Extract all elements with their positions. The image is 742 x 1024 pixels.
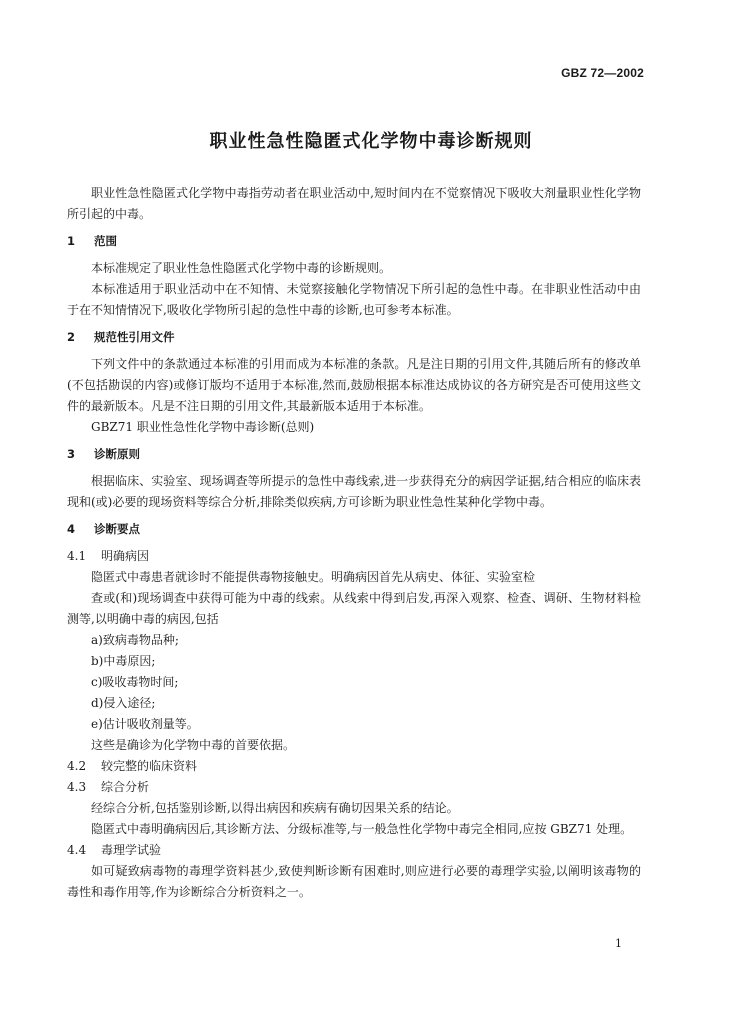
scope-paragraph-2: 本标准适用于职业活动中在不知情、未觉察接触化学物情况下所引起的急性中毒。在非职业性活动中由于在不知情情况下,吸收化学物所引起的急性中毒的诊断,也可参考本标准。 [67, 282, 641, 317]
section-number: 2 [67, 330, 76, 344]
subsection-title: 毒理学试验 [101, 843, 162, 857]
section-heading-key-points [67, 519, 641, 540]
toxicology-paragraph: 如可疑致病毒物的毒理学资料甚少,致使判断诊断有困难时,则应进行必要的毒理学实验,以阐明该毒物的毒性和毒作用等,作为诊断综合分析资料之一。 [67, 864, 641, 899]
section-title: 诊断原则 [94, 447, 140, 461]
standard-code: GBZ 72—2002 [561, 66, 644, 80]
subsection-number: 4.2 [67, 759, 87, 773]
section-heading-scope [67, 231, 641, 252]
section-heading-references [67, 327, 641, 348]
section-heading-principles [67, 444, 641, 465]
intro-paragraph: 职业性急性隐匿式化学物中毒指劳动者在职业活动中,短时间内在不觉察情况下吸收大剂量职业性化学物所引起的中毒。 [67, 186, 641, 221]
subsection-title: 综合分析 [101, 780, 150, 794]
section-title: 诊断要点 [94, 522, 140, 536]
subsection-number: 4.4 [67, 843, 87, 857]
subsection-title: 明确病因 [101, 549, 150, 563]
document-body [67, 183, 641, 903]
subsection-number: 4.1 [67, 549, 87, 563]
list-item: b)中毒原因; [91, 654, 156, 668]
list-item: d)侵入途径; [91, 696, 156, 710]
principles-paragraph: 根据临床、实验室、现场调查等所提示的急性中毒线索,进一步获得充分的病因学证据,结合相应的临床表现和(或)必要的现场资料等综合分析,排除类似疾病,方可诊断为职业性急性某种化学物中毒。 [67, 474, 641, 509]
section-number: 1 [67, 234, 76, 248]
cause-paragraph-1: 隐匿式中毒患者就诊时不能提供毒物接触史。明确病因首先从病史、体征、实验室检 [91, 570, 536, 584]
subsection-title: 较完整的临床资料 [101, 759, 198, 773]
section-title: 范围 [94, 234, 117, 248]
scope-paragraph-1: 本标准规定了职业性急性隐匿式化学物中毒的诊断规则。 [91, 261, 392, 275]
cause-paragraph-2: 查或(和)现场调查中获得可能为中毒的线索。从线索中得到启发,再深入观察、检查、调研、生物材料检测等,以明确中毒的病因,包括 [67, 591, 641, 626]
analysis-paragraph-2: 隐匿式中毒明确病因后,其诊断方法、分级标准等,与一般急性化学物中毒完全相同,应按 GBZ71 处理。 [91, 822, 633, 836]
reference-entry: GBZ71 职业性急性化学物中毒诊断(总则) [91, 420, 315, 434]
list-item: c)吸收毒物时间; [91, 675, 179, 689]
document-title: 职业性急性隐匿式化学物中毒诊断规则 [209, 131, 533, 152]
section-title: 规范性引用文件 [94, 330, 175, 344]
subsection-heading-4-3 [67, 777, 641, 798]
references-paragraph: 下列文件中的条款通过本标准的引用而成为本标准的条款。凡是注日期的引用文件,其随后所有的修改单(不包括勘误的内容)或修订版均不适用于本标准,然而,鼓励根据本标准达成协议的各方研究是否可使用这些文件的最新版本。凡是不注日期的引用文件,其最新版本适用于本标准。 [67, 357, 641, 413]
section-number: 3 [67, 447, 76, 461]
subsection-number: 4.3 [67, 780, 87, 794]
analysis-paragraph-1: 经综合分析,包括鉴别诊断,以得出病因和疾病有确切因果关系的结论。 [91, 801, 459, 815]
page-number: 1 [615, 937, 622, 950]
subsection-heading-4-4 [67, 840, 641, 861]
subsection-heading-4-2 [67, 756, 641, 777]
section-number: 4 [67, 522, 76, 536]
subsection-heading-4-1 [67, 546, 641, 567]
cause-paragraph-3: 这些是确诊为化学物中毒的首要依据。 [91, 738, 296, 752]
list-item: e)估计吸收剂量等。 [91, 717, 199, 731]
list-item: a)致病毒物品种; [91, 633, 179, 647]
